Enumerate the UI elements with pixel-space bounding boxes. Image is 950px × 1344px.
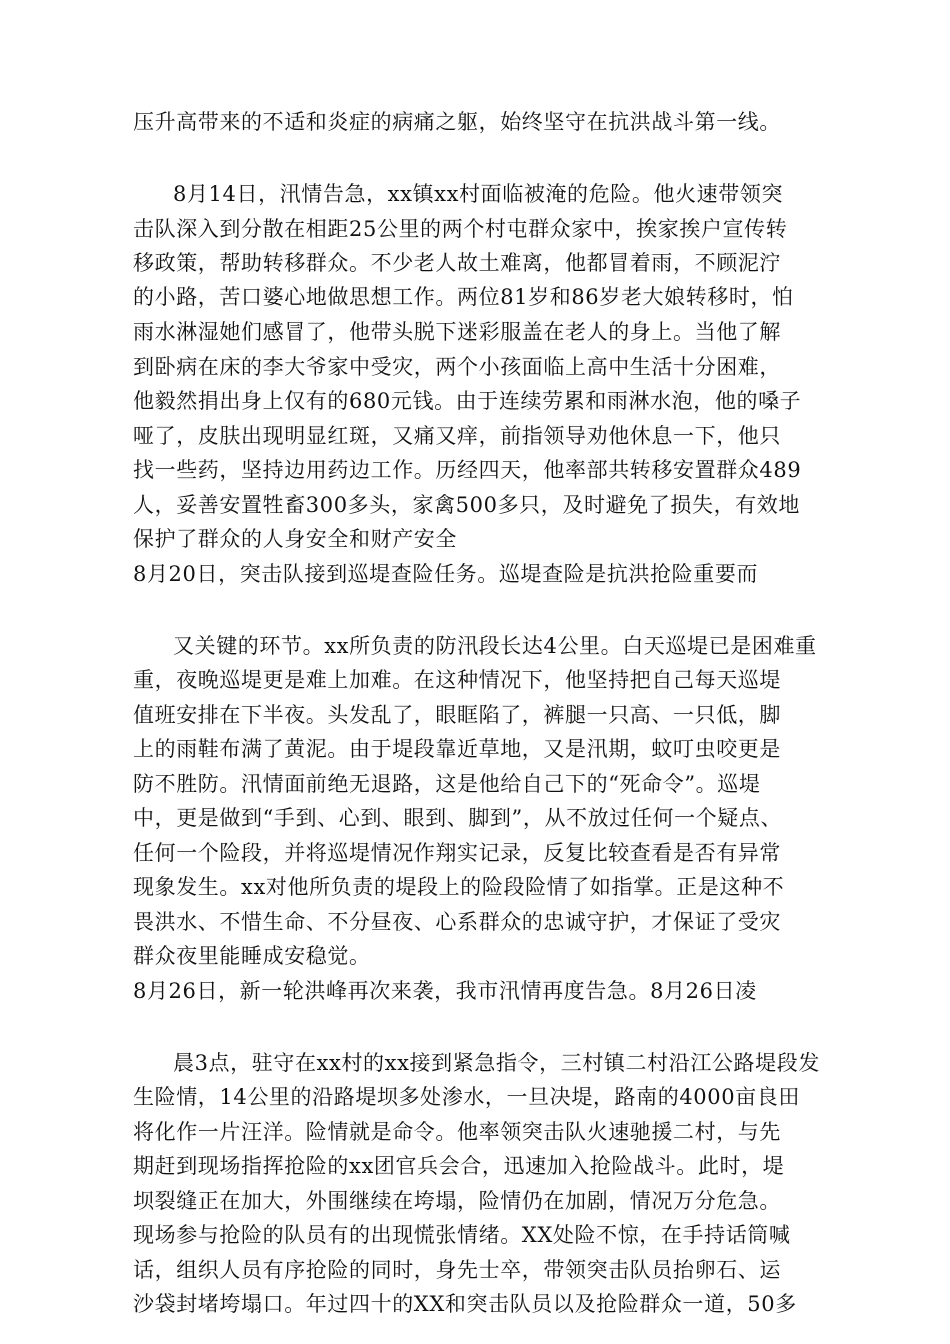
text-line: 的小路，苦口婆心地做思想工作。两位81岁和86岁老大娘转移时，怕 <box>133 285 794 309</box>
text-line: 找一些药，坚持边用药边工作。历经四天，他率部共转移安置群众489 <box>133 458 802 482</box>
text-line: 现象发生。xx对他所负责的堤段上的险段险情了如指掌。正是这种不 <box>133 875 785 899</box>
text-line: 坝裂缝正在加大，外围继续在垮塌，险情仍在加剧，情况万分危急。 <box>133 1189 781 1213</box>
text-line: 击队深入到分散在相距25公里的两个村屯群众家中，挨家挨户宣传转 <box>133 217 788 241</box>
text-line: 现场参与抢险的队员有的出现慌张情绪。XX处险不惊，在手持话筒喊 <box>133 1223 791 1247</box>
paragraph-first-line: 8月14日，汛情告急，xx镇xx村面临被淹的危险。他火速带领突 <box>173 182 784 206</box>
text-line: 将化作一片汪洋。险情就是命令。他率领突击队火速驰援二村，与先 <box>133 1120 781 1144</box>
text-line: 任何一个险段，并将巡堤情况作翔实记录，反复比较查看是否有异常 <box>133 841 781 865</box>
text-line: 值班安排在下半夜。头发乱了，眼眶陷了，裤腿一只高、一只低，脚 <box>133 703 781 727</box>
text-line: 8月20日，突击队接到巡堤查险任务。巡堤查险是抗洪抢险重要而 <box>133 562 759 586</box>
text-line: 防不胜防。汛情面前绝无退路，这是他给自己下的“死命令”。巡堤 <box>133 772 761 796</box>
paragraph-first-line: 晨3点，驻守在xx村的xx接到紧急指令，三村镇二村沿江公路堤段发 <box>173 1051 820 1075</box>
text-line: 他毅然捐出身上仅有的680元钱。由于连续劳累和雨淋水泡，他的嗓子 <box>133 389 802 413</box>
text-line: 保护了群众的人身安全和财产安全 <box>133 527 457 551</box>
paragraph-first-line: 又关键的环节。xx所负责的防汛段长达4公里。白天巡堤已是困难重 <box>173 634 817 658</box>
text-line: 期赶到现场指挥抢险的xx团官兵会合，迅速加入抢险战斗。此时，堤 <box>133 1154 785 1178</box>
text-line: 重，夜晚巡堤更是难上加难。在这种情况下，他坚持把自己每天巡堤 <box>133 668 781 692</box>
text-line: 沙袋封堵垮塌口。年过四十的XX和突击队员以及抢险群众一道，50多 <box>133 1292 797 1316</box>
text-line: 群众夜里能睡成安稳觉。 <box>133 944 371 968</box>
text-line: 生险情，14公里的沿路堤坝多处渗水，一旦决堤，路南的4000亩良田 <box>133 1085 800 1109</box>
text-line: 雨水淋湿她们感冒了，他带头脱下迷彩服盖在老人的身上。当他了解 <box>133 320 781 344</box>
text-line: 畏洪水、不惜生命、不分昼夜、心系群众的忠诚守护，才保证了受灾 <box>133 910 781 934</box>
text-line: 人，妥善安置牲畜300多头，家禽500多只，及时避免了损失，有效地 <box>133 493 800 517</box>
text-line: 到卧病在床的李大爷家中受灾，两个小孩面临上高中生活十分困难， <box>133 355 781 379</box>
text-line: 8月26日，新一轮洪峰再次来袭，我市汛情再度告急。8月26日凌 <box>133 979 757 1003</box>
text-line: 压升高带来的不适和炎症的病痛之躯，始终坚守在抗洪战斗第一线。 <box>133 110 781 134</box>
text-line: 中，更是做到“手到、心到、眼到、脚到”，从不放过任何一个疑点、 <box>133 806 783 830</box>
text-line: 哑了，皮肤出现明显红斑，又痛又痒，前指领导劝他休息一下，他只 <box>133 424 781 448</box>
text-line: 移政策，帮助转移群众。不少老人故土难离，他都冒着雨，不顾泥泞 <box>133 251 781 275</box>
text-line: 话，组织人员有序抢险的同时，身先士卒，带领突击队员抬卵石、运 <box>133 1258 781 1282</box>
text-line: 上的雨鞋布满了黄泥。由于堤段靠近草地，又是汛期，蚊叮虫咬更是 <box>133 737 781 761</box>
